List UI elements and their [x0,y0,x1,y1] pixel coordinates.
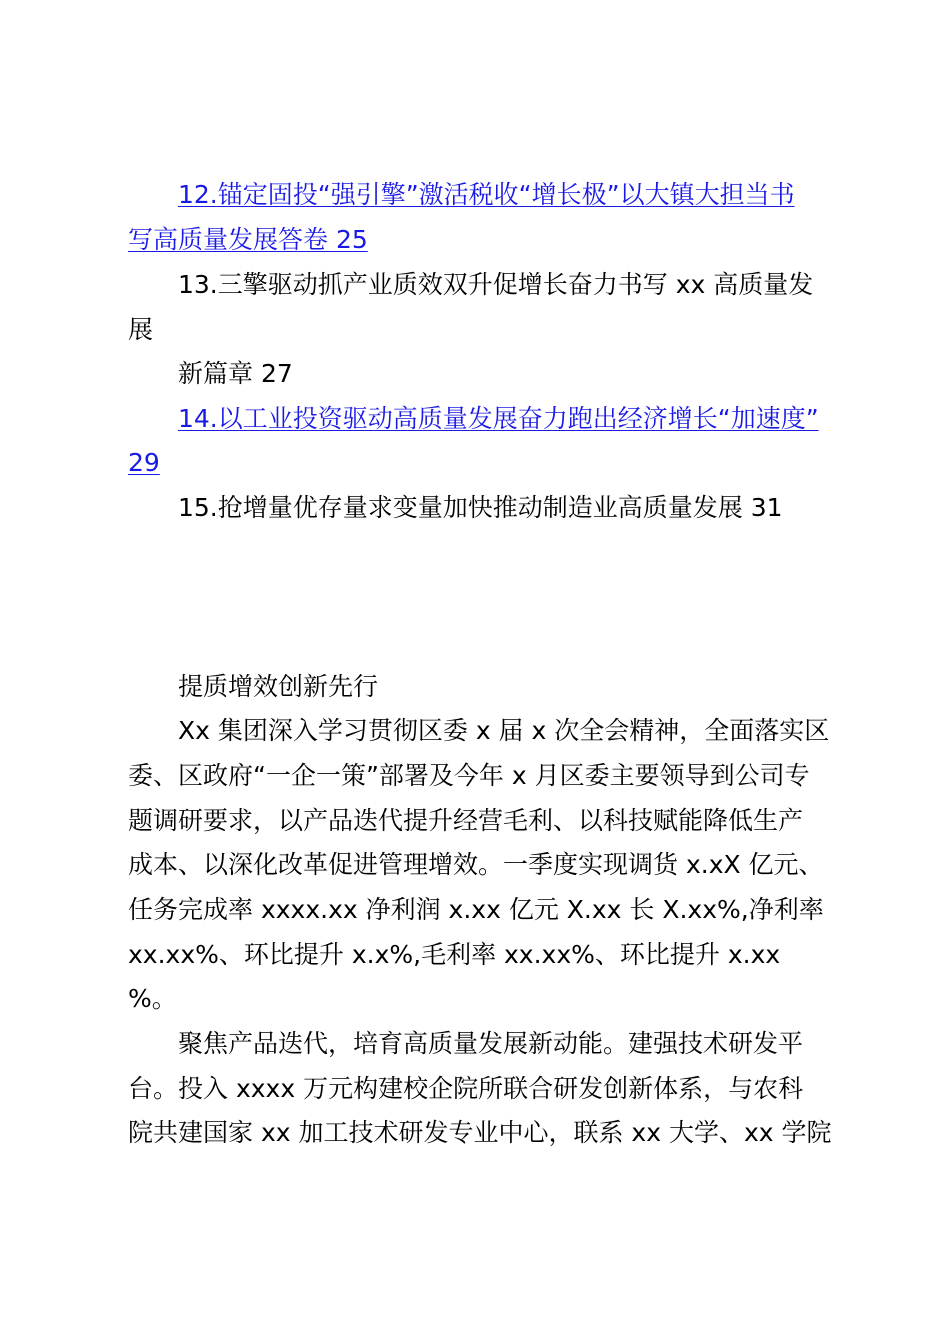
toc-entry-12-line-2[interactable]: 写高质量发展答卷 25 [128,225,368,254]
paragraph-1-line-5: 任务完成率 xxxx.xx 净利润 x.xx 亿元 X.xx 长 X.xx%,净利率 [128,895,824,924]
paragraph-1-line-3: 题调研要求，以产品迭代提升经营毛利、以科技赋能降低生产 [128,806,804,835]
paragraph-2-line-2: 台。投入 xxxx 万元构建校企院所联合研发创新体系，与农科 [128,1074,804,1103]
toc-entry-13-line-1: 13.三擎驱动抓产业质效双升促增长奋力书写 xx 高质量发 [178,270,814,299]
toc-entry-13-line-2: 展 [128,315,154,344]
toc-entry-14-line-2[interactable]: 29 [128,448,160,477]
toc-entry-13-line-3: 新篇章 27 [178,359,293,388]
paragraph-2-line-3: 院共建国家 xx 加工技术研发专业中心，联系 xx 大学、xx 学院 [128,1118,832,1147]
paragraph-2-line-1: 聚焦产品迭代，培育高质量发展新动能。建强技术研发平 [178,1029,804,1058]
paragraph-1-line-7: %。 [128,984,177,1013]
article-title: 提质增效创新先行 [178,672,379,701]
paragraph-1-line-6: xx.xx%、环比提升 x.x%,毛利率 xx.xx%、环比提升 x.xx [128,940,781,969]
toc-entry-14-line-1[interactable]: 14.以工业投资驱动高质量发展奋力跑出经济增长“加速度” [178,404,819,433]
paragraph-1-line-1: Xx 集团深入学习贯彻区委 x 届 x 次全会精神，全面落实区 [178,716,830,745]
paragraph-1-line-4: 成本、以深化改革促进管理增效。一季度实现调货 x.xX 亿元、 [128,850,824,879]
toc-entry-12-line-1[interactable]: 12.锚定固投“强引擎”激活税收“增长极”以大镇大担当书 [178,180,795,209]
paragraph-1-line-2: 委、区政府“一企一策”部署及今年 x 月区委主要领导到公司专 [128,761,810,790]
toc-entry-15: 15.抢增量优存量求变量加快推动制造业高质量发展 31 [178,493,783,522]
